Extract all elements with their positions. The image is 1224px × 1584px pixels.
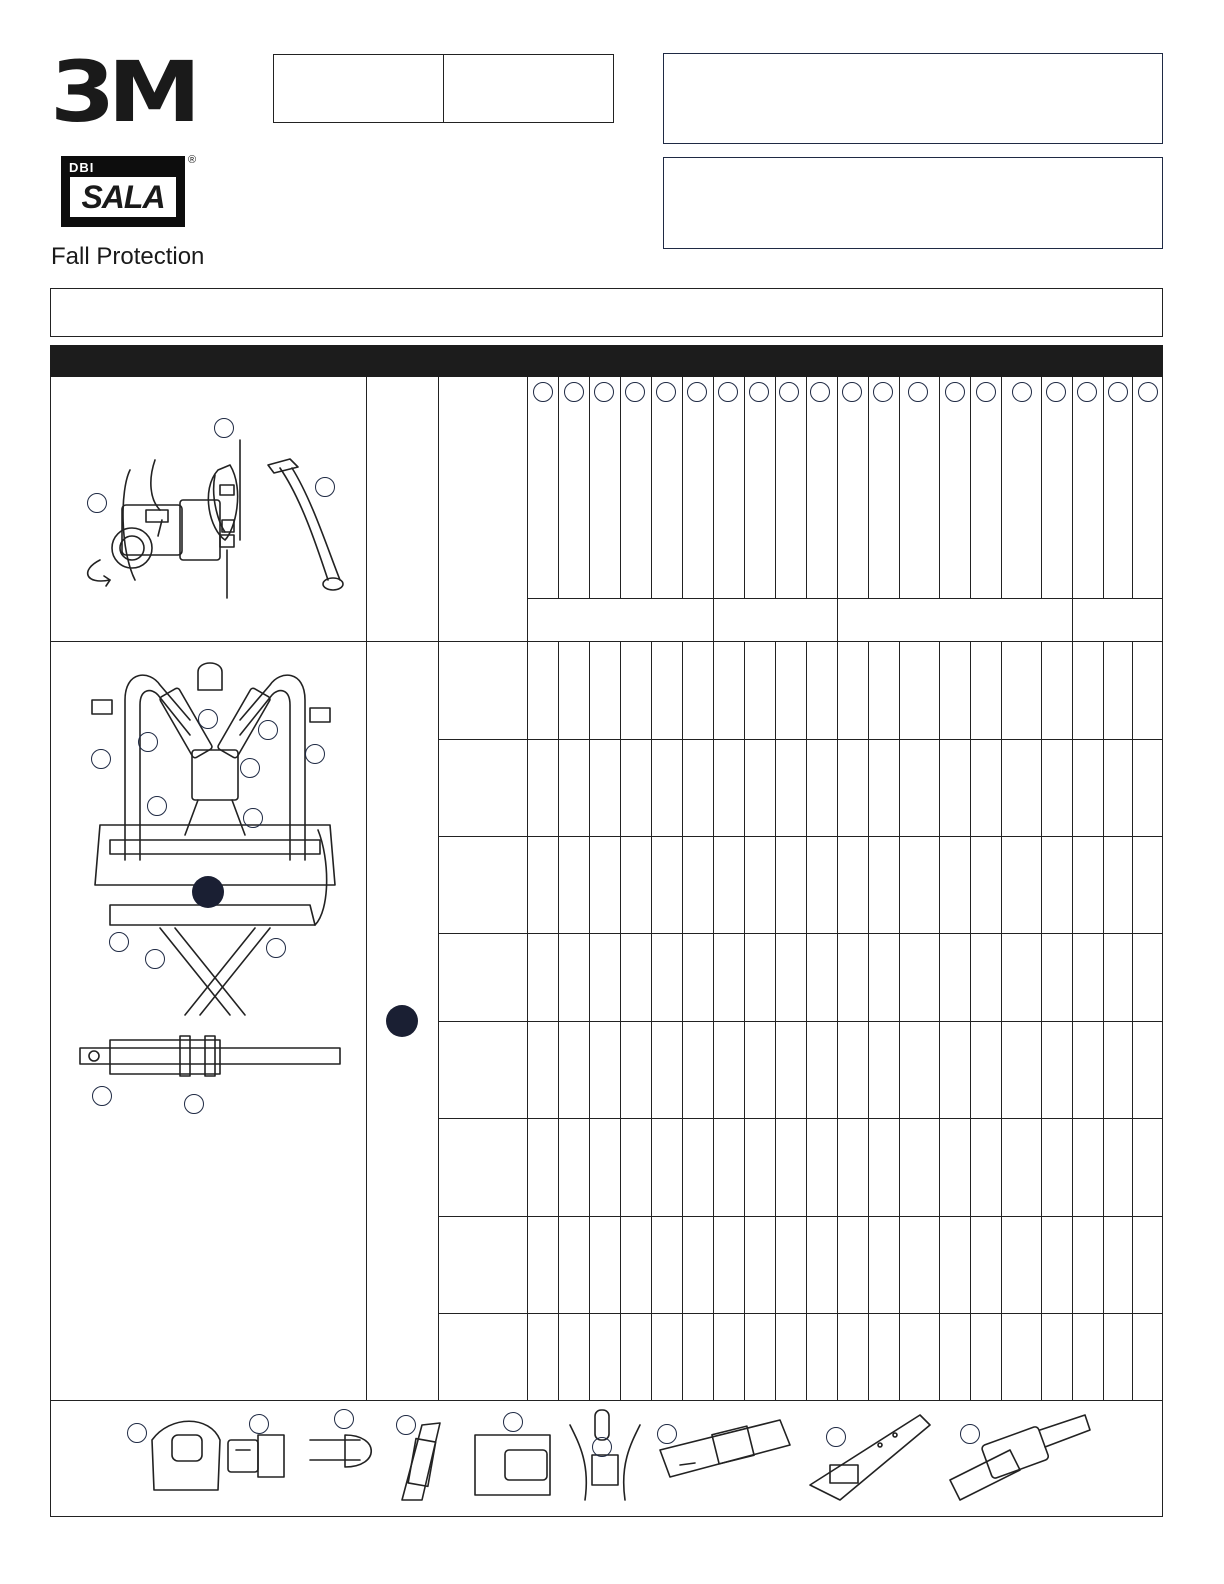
callout-circle	[315, 477, 335, 497]
col-divider-3	[527, 377, 528, 1400]
quick-connect-detail	[660, 1420, 790, 1477]
grid-row-line	[438, 1216, 1163, 1217]
grid-column-line-header	[1001, 377, 1002, 598]
grid-column-line-header	[651, 377, 652, 598]
group-column-line	[1072, 598, 1073, 641]
column-marker-circle	[533, 382, 553, 402]
column-marker-circle	[873, 382, 893, 402]
3m-logo: 3M	[50, 43, 194, 141]
grid-column-line-header	[558, 377, 559, 598]
model-box-divider	[443, 54, 444, 123]
table-header-divider	[50, 641, 1163, 642]
lanyard-illustration	[208, 440, 240, 598]
dbi-text: DBI	[69, 160, 95, 175]
callout-circle	[240, 758, 260, 778]
callout-circle	[147, 796, 167, 816]
section-header-bar	[50, 345, 1163, 377]
title-box	[50, 288, 1163, 337]
grid-row-line	[438, 739, 1163, 740]
callout-circle	[266, 938, 286, 958]
grid-column-line-header	[970, 377, 971, 598]
grid-column-line-header	[1072, 377, 1073, 598]
callout-circle	[145, 949, 165, 969]
sala-text: SALA	[81, 179, 165, 215]
callout-circle	[87, 493, 107, 513]
grid-column-line-header	[620, 377, 621, 598]
callout-circle	[334, 1409, 354, 1429]
table-bottom-divider	[50, 1400, 1163, 1401]
fall-protection-tagline: Fall Protection	[51, 243, 205, 270]
grid-column-line-header	[939, 377, 940, 598]
callout-circle	[826, 1427, 846, 1447]
detail-strip	[140, 1405, 1100, 1505]
group-column-line	[837, 598, 838, 641]
column-marker-circle	[976, 382, 996, 402]
column-marker-circle	[810, 382, 830, 402]
callout-circle	[243, 808, 263, 828]
grid-column-line-header	[744, 377, 745, 598]
column-marker-circle	[564, 382, 584, 402]
grid-column-line-header	[713, 377, 714, 598]
callout-circle	[305, 744, 325, 764]
info-box-top	[663, 53, 1163, 144]
grid-row-line	[438, 1118, 1163, 1119]
back-pad-detail	[152, 1421, 220, 1490]
full-body-harness-illustration	[80, 660, 370, 1120]
registered-mark: ®	[188, 154, 197, 166]
grid-row-line	[438, 1313, 1163, 1314]
legend-marker-dot	[386, 1005, 418, 1037]
callout-circle	[92, 1086, 112, 1106]
harness-filled-marker	[192, 876, 224, 908]
callout-circle	[198, 709, 218, 729]
column-marker-circle	[779, 382, 799, 402]
callout-circle	[184, 1094, 204, 1114]
callout-circle	[127, 1423, 147, 1443]
callout-circle	[249, 1414, 269, 1434]
column-marker-circle	[687, 382, 707, 402]
grid-column-line-header	[868, 377, 869, 598]
grid-column-line-header	[589, 377, 590, 598]
grid-column-line-header	[1041, 377, 1042, 598]
group-header-divider	[527, 598, 1163, 599]
col-divider-2	[438, 377, 439, 1400]
grid-row-line	[438, 836, 1163, 837]
column-marker-circle	[718, 382, 738, 402]
grid-column-line-header	[899, 377, 900, 598]
callout-circle	[138, 732, 158, 752]
callout-circle	[258, 720, 278, 740]
callout-circle	[960, 1424, 980, 1444]
grid-column-line-header	[1103, 377, 1104, 598]
column-marker-circle	[625, 382, 645, 402]
callout-circle	[214, 418, 234, 438]
grid-row-line	[438, 1021, 1163, 1022]
dbi-sala-logo	[61, 156, 185, 227]
rotary-connector-illustration	[88, 460, 220, 586]
column-marker-circle	[842, 382, 862, 402]
callout-circle	[396, 1415, 416, 1435]
buckle-detail	[228, 1435, 284, 1477]
grid-column-line-header	[775, 377, 776, 598]
column-marker-circle	[1108, 382, 1128, 402]
leg-strap-detail	[810, 1415, 930, 1500]
top-figures	[70, 410, 370, 620]
column-marker-circle	[594, 382, 614, 402]
column-marker-circle	[945, 382, 965, 402]
callout-circle	[91, 749, 111, 769]
column-marker-circle	[1046, 382, 1066, 402]
group-column-line	[713, 598, 714, 641]
column-marker-circle	[1012, 382, 1032, 402]
callout-circle	[592, 1437, 612, 1457]
column-marker-circle	[749, 382, 769, 402]
label-pack-detail	[475, 1435, 550, 1495]
column-marker-circle	[656, 382, 676, 402]
callout-circle	[657, 1424, 677, 1444]
grid-column-line-header	[806, 377, 807, 598]
callout-circle	[503, 1412, 523, 1432]
grid-column-line-header	[1132, 377, 1133, 598]
grid-column-line-header	[682, 377, 683, 598]
column-marker-circle	[1138, 382, 1158, 402]
callout-circle	[109, 932, 129, 952]
grid-column-line-header	[837, 377, 838, 598]
info-box-bottom	[663, 157, 1163, 249]
d-ring-detail	[310, 1435, 371, 1467]
column-marker-circle	[1077, 382, 1097, 402]
column-marker-circle	[908, 382, 928, 402]
grid-row-line	[438, 933, 1163, 934]
